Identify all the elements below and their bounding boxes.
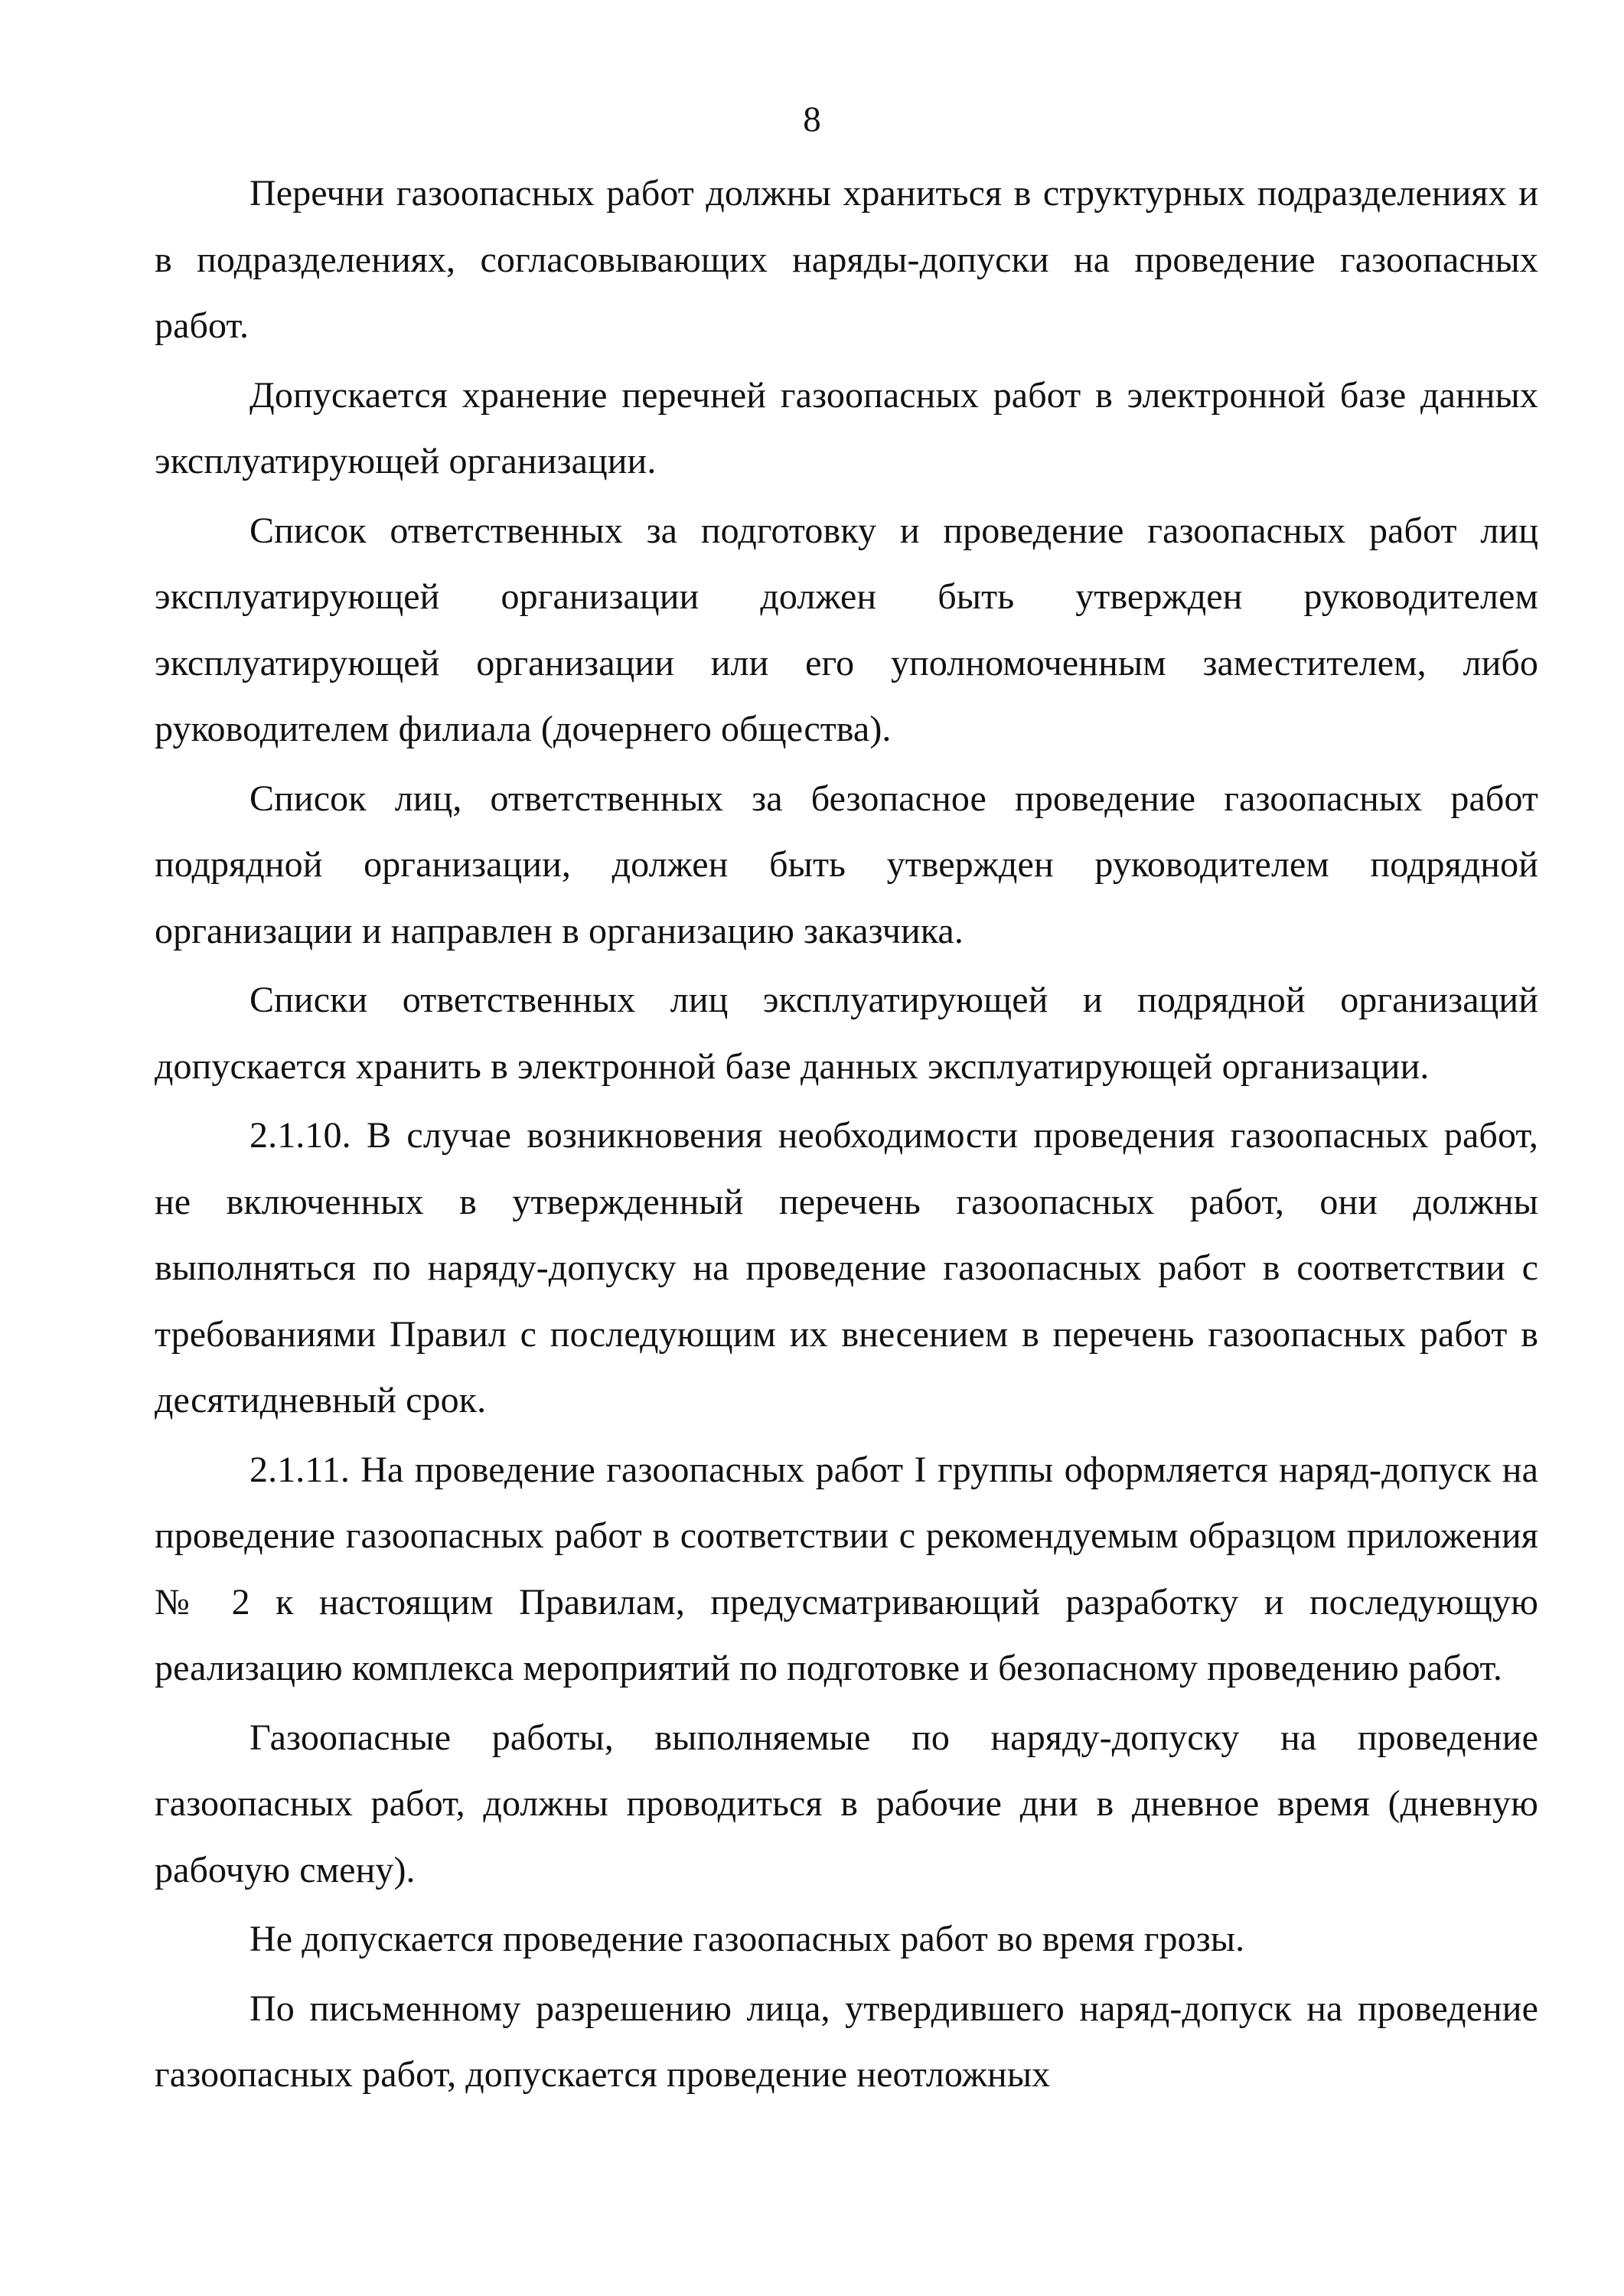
paragraph-2-1-10: 2.1.10. В случае возникновения необходимости проведения газоопасных работ, не включенных в утвержденный перечень газоопасных работ, они должны выполняться по наряду-допуску на проведение газоопасных работ в соответствии с требованиями Правил с последующим их внесением в перечень газоопасных работ в десятидневный срок. bbox=[155, 1115, 1538, 1420]
paragraph-working-hours: Газоопасные работы, выполняемые по наряду-допуску на проведение газоопасных работ, должны проводиться в рабочие дни в дневное время (дневную рабочую смену). bbox=[155, 1717, 1538, 1890]
paragraph-lists-storage: Списки ответственных лиц эксплуатирующей и подрядной организаций допускается хранить в электронной базе данных эксплуатирующей организации. bbox=[155, 980, 1538, 1087]
page-number: 8 bbox=[803, 99, 821, 139]
paragraph-electronic-storage: Допускается хранение перечней газоопасных работ в электронной базе данных эксплуатирующей организации. bbox=[155, 374, 1538, 481]
paragraph-2-1-11: 2.1.11. На проведение газоопасных работ I группы оформляется наряд-допуск на проведение газоопасных работ в соответствии с рекомендуемым образцом приложения № 2 к настоящим Правилам, предусматривающий разработку и последующую реализацию комплекса мероприятий по подготовке и безопасному проведению работ. bbox=[155, 1449, 1538, 1688]
paragraph-contractor-list: Список лиц, ответственных за безопасное проведение газоопасных работ подрядной организации, должен быть утвержден руководителем подрядной организации и направлен в организацию заказчика. bbox=[155, 778, 1538, 951]
paragraph-responsible-list: Список ответственных за подготовку и проведение газоопасных работ лиц эксплуатирующей организации должен быть утвержден руководителем эксплуатирующей организации или его уполномоченным заместителем, либо руководителем филиала (дочернего общества). bbox=[155, 510, 1538, 749]
paragraph-thunderstorm: Не допускается проведение газоопасных работ во время грозы. bbox=[249, 1919, 1245, 1959]
paragraph-storage-lists: Перечни газоопасных работ должны храниться в структурных подразделениях и в подразделениях, согласовывающих наряды-допуски на проведение газоопасных работ. bbox=[155, 173, 1538, 346]
paragraph-urgent-works: По письменному разрешению лица, утвердившего наряд-допуск на проведение газоопасных работ, допускается проведение неотложных bbox=[155, 1988, 1538, 2095]
document-body bbox=[155, 161, 1538, 2108]
